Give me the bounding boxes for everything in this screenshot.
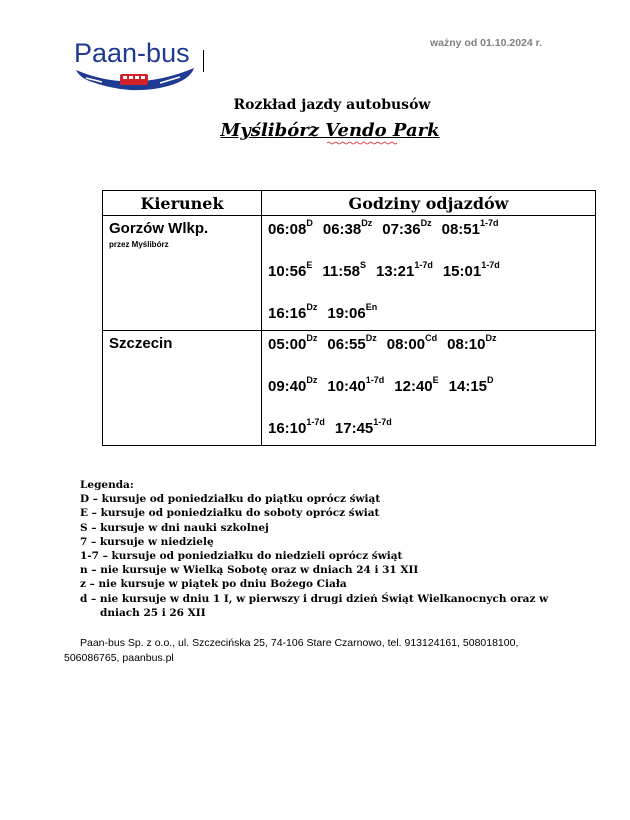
departure-time: $08:00^{Cd}$ — [386, 333, 438, 353]
direction-via: przez Myślibórz — [109, 240, 169, 249]
departure-marker: Dz — [361, 218, 373, 228]
direction-cell — [103, 216, 262, 331]
footer-line-2: 506086765, paanbus.pl — [64, 652, 174, 664]
departure-time: $08:51^{1-7d}$ — [441, 218, 499, 238]
valid-from-date: ważny od 01.10.2024 r. — [430, 37, 543, 49]
departure-marker: Dz — [306, 302, 318, 312]
company-logo — [72, 36, 198, 92]
footer-line-1: Paan-bus Sp. z o.o., ul. Szczecińska 25, 74-106 Stare Czarnowo, tel. 913124161, 508018100, — [80, 637, 519, 649]
departure-time: $07:36^{Dz}$ — [382, 218, 432, 238]
departure-marker: 1-7d — [365, 375, 385, 385]
departure-marker: D — [306, 218, 313, 228]
legend-item-continuation: dniach 25 i 26 XII — [100, 606, 206, 619]
departure-marker: Dz — [306, 375, 318, 385]
departure-marker: 1-7d — [414, 260, 433, 270]
stop-name: Myślibórz Vendo Park — [220, 120, 440, 141]
legend — [80, 478, 548, 620]
footer-contact — [64, 636, 564, 666]
departure-time: $15:01^{1-7d}$ — [442, 260, 500, 280]
times-cell — [262, 331, 596, 446]
departure-time: $16:16^{Dz}$ — [268, 302, 318, 322]
departure-marker: 1-7d — [481, 260, 500, 270]
timetable — [102, 190, 596, 446]
departure-time: $11:58^S$ — [322, 260, 366, 280]
table-header-row — [103, 191, 596, 216]
table-row — [103, 216, 596, 331]
legend-item: S – kursuje w dni nauki szkolnej — [80, 521, 269, 534]
departure-time: $12:40^E$ — [394, 375, 439, 395]
direction-cell — [103, 331, 262, 446]
departure-marker: 1-7d — [373, 417, 392, 427]
departure-time: $19:06^{En}$ — [327, 302, 378, 322]
departure-time: $05:00^{Dz}$ — [268, 333, 318, 353]
departure-time: $08:10^{Dz}$ — [447, 333, 497, 353]
header-direction: Kierunek — [103, 191, 262, 216]
direction-name: Szczecin — [109, 335, 173, 352]
page-title: Rozkład jazdy autobusów — [233, 97, 431, 113]
departure-time: $09:40^{Dz}$ — [268, 375, 318, 395]
legend-title: Legenda: — [80, 479, 134, 491]
departure-time: $06:08^D$ — [268, 218, 313, 238]
direction-name: Gorzów Wlkp. — [109, 220, 209, 237]
departure-marker: Dz — [420, 218, 432, 228]
legend-item: 1-7 – kursuje od poniedziałku do niedzieli oprócz świąt — [80, 550, 403, 563]
departure-marker: Cd — [425, 333, 438, 343]
departure-line — [268, 304, 595, 330]
departure-marker: E — [306, 260, 313, 270]
legend-item: D – kursuje od poniedziałku do piątku oprócz świąt — [80, 493, 381, 506]
departure-marker: 1-7d — [480, 218, 499, 228]
departure-time: $14:15^D$ — [448, 375, 494, 395]
logo-divider — [203, 50, 204, 72]
table-row — [103, 331, 596, 446]
departure-marker: 1-7d — [306, 417, 325, 427]
legend-item: 7 – kursuje w niedzielę — [80, 535, 214, 548]
legend-item: z – nie kursuje w piątek po dniu Bożego Ciała — [80, 578, 347, 591]
departure-time: $13:21^{1-7d}$ — [375, 260, 433, 280]
departure-marker: S — [359, 260, 366, 270]
legend-item: n – nie kursuje w Wielką Sobotę oraz w dniach 24 i 31 XII — [80, 564, 419, 577]
departure-marker: E — [432, 375, 439, 385]
paan-bus-logo-icon — [72, 36, 198, 92]
legend-item: E – kursuje od poniedziałku do soboty oprócz świat — [80, 507, 380, 520]
logo-text: Paan-bus — [74, 38, 190, 68]
bus-icon — [120, 74, 148, 85]
departure-line — [268, 220, 595, 262]
times-cell — [262, 216, 596, 331]
departure-line — [268, 377, 595, 419]
departure-time: $17:45^{1-7d}$ — [334, 417, 392, 437]
spellcheck-underline — [327, 141, 397, 145]
departure-line — [268, 419, 595, 445]
header-departures: Godziny odjazdów — [262, 191, 596, 216]
departure-time: $06:55^{Dz}$ — [327, 333, 377, 353]
departure-time: $06:38^{Dz}$ — [322, 218, 373, 238]
departure-marker: Dz — [365, 333, 377, 343]
departure-marker: Dz — [306, 333, 318, 343]
departure-marker: D — [487, 375, 494, 385]
departure-time: $10:56^E$ — [268, 260, 313, 280]
departure-line — [268, 335, 595, 377]
departure-marker: Dz — [485, 333, 497, 343]
departure-line — [268, 262, 595, 304]
departure-time: $10:40^{1-7d}$ — [327, 375, 385, 395]
departure-time: $16:10^{1-7d}$ — [268, 417, 325, 437]
legend-item: d – nie kursuje w dniu 1 I, w pierwszy i drugi dzień Świąt Wielkanocnych oraz w — [80, 592, 549, 605]
departure-marker: En — [365, 302, 378, 312]
